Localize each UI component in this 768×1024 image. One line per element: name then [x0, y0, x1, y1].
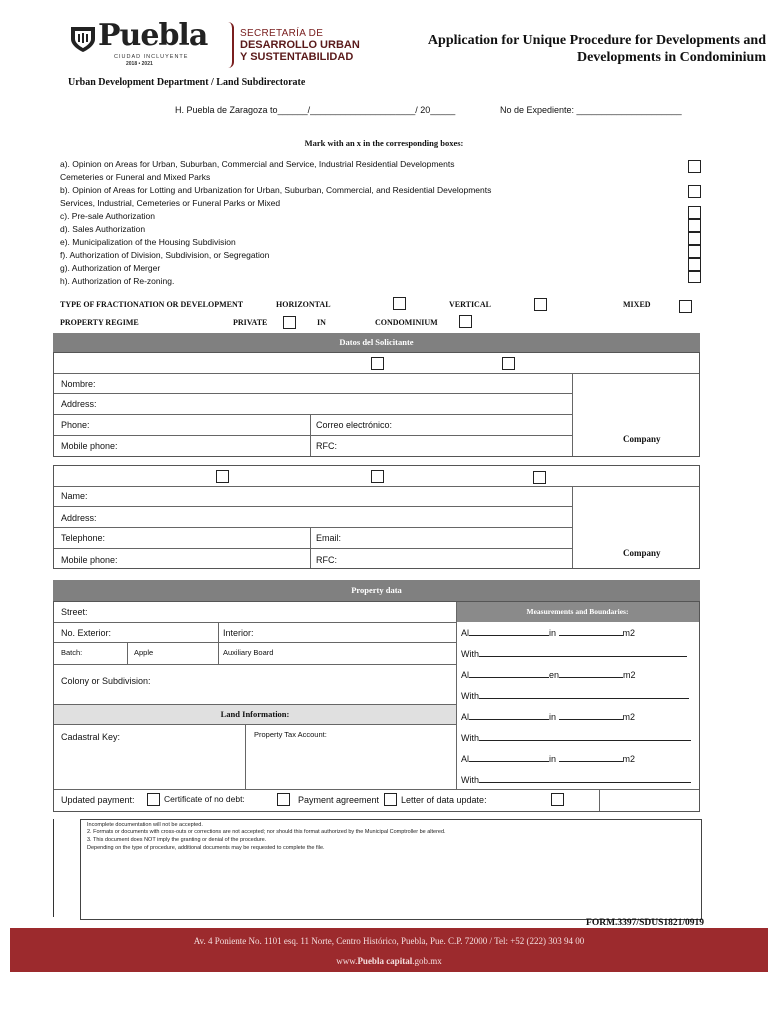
land-info-header: Land Information: — [54, 705, 456, 724]
updated-payment-checkbox[interactable] — [147, 793, 160, 806]
certificate-checkbox[interactable] — [277, 793, 290, 806]
logo-divider — [226, 22, 234, 68]
representative-company-label: Company — [623, 548, 661, 558]
option-d: d). Sales Authorization — [60, 224, 146, 234]
measurements-header: Measurements and Boundaries: — [456, 602, 699, 622]
mixed-label: MIXED — [623, 300, 651, 309]
secretaria-line-2: DESARROLLO URBAN — [240, 39, 360, 51]
option-a-checkbox[interactable] — [688, 160, 701, 173]
applicant-table — [53, 352, 700, 457]
department-label: Urban Development Department / Land Subdirectorate — [68, 77, 306, 88]
option-h-checkbox[interactable] — [688, 271, 701, 283]
option-c-checkbox[interactable] — [688, 206, 701, 219]
note-3: 3. This document does NOT imply the granting or denial of the procedure. — [87, 837, 267, 843]
date-line[interactable]: H. Puebla de Zaragoza to______/_____________________/ 20_____ — [175, 105, 456, 115]
option-h: h). Authorization of Re-zoning. — [60, 276, 175, 286]
footer-bar — [10, 928, 768, 972]
option-e-checkbox[interactable] — [688, 232, 701, 245]
tax-account-field[interactable]: Property Tax Account: — [254, 730, 327, 739]
interior-field[interactable]: Interior: — [223, 628, 254, 638]
representative-type-checkbox-3[interactable] — [533, 471, 546, 484]
property-table — [53, 601, 700, 812]
applicant-type-checkbox-1[interactable] — [371, 357, 384, 370]
applicant-phone-field[interactable]: Phone: — [61, 420, 90, 430]
page-title: Application for Unique Procedure for Developments and Developments in Condominium — [427, 33, 766, 65]
representative-address-field[interactable]: Address: — [61, 513, 97, 523]
horizontal-label: HORIZONTAL — [276, 300, 331, 309]
no-exterior-field[interactable]: No. Exterior: — [61, 628, 112, 638]
applicant-company-label: Company — [623, 434, 661, 444]
apple-field[interactable]: Apple — [134, 648, 154, 657]
cadastral-key-field[interactable]: Cadastral Key: — [61, 732, 121, 742]
secretaria-line-1: SECRETARÍA DE — [240, 28, 324, 39]
with-row-3[interactable]: With — [461, 732, 691, 743]
letter-update-label: Letter of data update: — [401, 795, 487, 805]
private-checkbox[interactable] — [283, 316, 296, 329]
option-f-checkbox[interactable] — [688, 245, 701, 258]
measurement-row-3[interactable]: Al in m2 — [461, 712, 636, 722]
condominium-checkbox[interactable] — [459, 315, 472, 328]
in-label: IN — [317, 318, 326, 327]
measurement-row-4[interactable]: Al in m2 — [461, 754, 636, 764]
with-row-4[interactable]: With — [461, 774, 691, 785]
instructions: Mark with an x in the corresponding boxes: — [304, 138, 464, 148]
secretaria-line-3: Y SUSTENTABILIDAD — [240, 51, 354, 63]
representative-mobile-field[interactable]: Mobile phone: — [61, 555, 118, 565]
logo-wordmark: Puebla — [98, 18, 208, 53]
applicant-mobile-field[interactable]: Mobile phone: — [61, 441, 118, 451]
fractionation-type-label: TYPE OF FRACTIONATION OR DEVELOPMENT — [60, 300, 244, 309]
measurement-row-2[interactable]: Al en m2 — [461, 670, 636, 680]
condominium-label: CONDOMINIUM — [375, 318, 438, 327]
street-field[interactable]: Street: — [61, 607, 88, 617]
notes-box — [80, 819, 702, 920]
property-section-header: Property data — [53, 580, 700, 601]
form-code: FORM.3397/SDUS1821/0919 — [586, 918, 704, 928]
option-b-checkbox[interactable] — [688, 185, 701, 198]
option-f: f). Authorization of Division, Subdivision, or Segregation — [60, 250, 270, 260]
vertical-checkbox[interactable] — [534, 298, 547, 311]
representative-telephone-field[interactable]: Telephone: — [61, 533, 106, 543]
applicant-address-field[interactable]: Address: — [61, 399, 97, 409]
logo-years: 2018 • 2021 — [126, 61, 153, 67]
payment-agreement-checkbox[interactable] — [384, 793, 397, 806]
representative-email-field[interactable]: Email: — [316, 533, 342, 543]
applicant-email-field[interactable]: Correo electrónico: — [316, 420, 393, 430]
vertical-label: VERTICAL — [449, 300, 491, 309]
applicant-type-checkbox-2[interactable] — [502, 357, 515, 370]
logo-tagline: CIUDAD INCLUYENTE — [114, 54, 189, 60]
applicant-rfc-field[interactable]: RFC: — [316, 441, 337, 451]
note-2: 2. Formats or documents with cross-outs or corrections are not accepted; nor should this format authorized by the Municipal Comptroller be altered. — [87, 829, 446, 835]
measurement-row-1[interactable]: Al in m2 — [461, 628, 636, 638]
applicant-section-header: Datos del Solicitante — [53, 333, 700, 352]
option-a-cont: Cemeteries or Funeral and Mixed Parks — [60, 172, 211, 182]
certificate-label: Certificate of no debt: — [164, 794, 245, 804]
option-g-checkbox[interactable] — [688, 258, 701, 271]
letter-update-checkbox[interactable] — [551, 793, 564, 806]
note-1: Incomplete documentation will not be accepted. — [87, 822, 203, 828]
footer-website[interactable]: www.Puebla capital.gob.mx — [336, 956, 442, 966]
option-a: a). Opinion on Areas for Urban, Suburban, Commercial and Service, Industrial Residential Developments — [60, 159, 455, 169]
auxiliary-board-field[interactable]: Auxiliary Board — [223, 648, 274, 657]
option-e: e). Municipalization of the Housing Subdivision — [60, 237, 236, 247]
notes-left-rule — [53, 819, 54, 917]
note-4: Depending on the type of procedure, additional documents may be requested to complete the file. — [87, 845, 325, 851]
applicant-name-field[interactable]: Nombre: — [61, 379, 96, 389]
horizontal-checkbox[interactable] — [393, 297, 406, 310]
representative-type-checkbox-1[interactable] — [216, 470, 229, 483]
property-regime-label: PROPERTY REGIME — [60, 318, 139, 327]
representative-name-field[interactable]: Name: — [61, 491, 88, 501]
representative-rfc-field[interactable]: RFC: — [316, 555, 337, 565]
option-c: c). Pre-sale Authorization — [60, 211, 155, 221]
with-row-1[interactable]: With — [461, 648, 687, 659]
option-b: b). Opinion of Areas for Lotting and Urbanization for Urban, Suburban, Commercial, and Residential Developments — [60, 185, 492, 195]
with-row-2[interactable]: With — [461, 690, 689, 701]
updated-payment-label: Updated payment: — [61, 795, 135, 805]
option-g: g). Authorization of Merger — [60, 263, 161, 273]
representative-table — [53, 465, 700, 569]
option-d-checkbox[interactable] — [688, 219, 701, 232]
representative-type-checkbox-2[interactable] — [371, 470, 384, 483]
file-number-line[interactable]: No de Expediente: _____________________ — [500, 105, 682, 115]
payment-agreement-label: Payment agreement — [298, 795, 380, 805]
footer-address: Av. 4 Poniente No. 1101 esq. 11 Norte, Centro Histórico, Puebla, Pue. C.P. 72000 / Tel: +52 (222) 303 94 00 — [193, 936, 585, 946]
mixed-checkbox[interactable] — [679, 300, 692, 313]
city-shield-icon — [68, 24, 98, 54]
private-label: PRIVATE — [233, 318, 268, 327]
batch-field[interactable]: Batch: — [61, 648, 83, 657]
colony-field[interactable]: Colony or Subdivision: — [61, 676, 151, 686]
option-b-cont: Services, Industrial, Cemeteries or Funeral Parks or Mixed — [60, 198, 281, 208]
